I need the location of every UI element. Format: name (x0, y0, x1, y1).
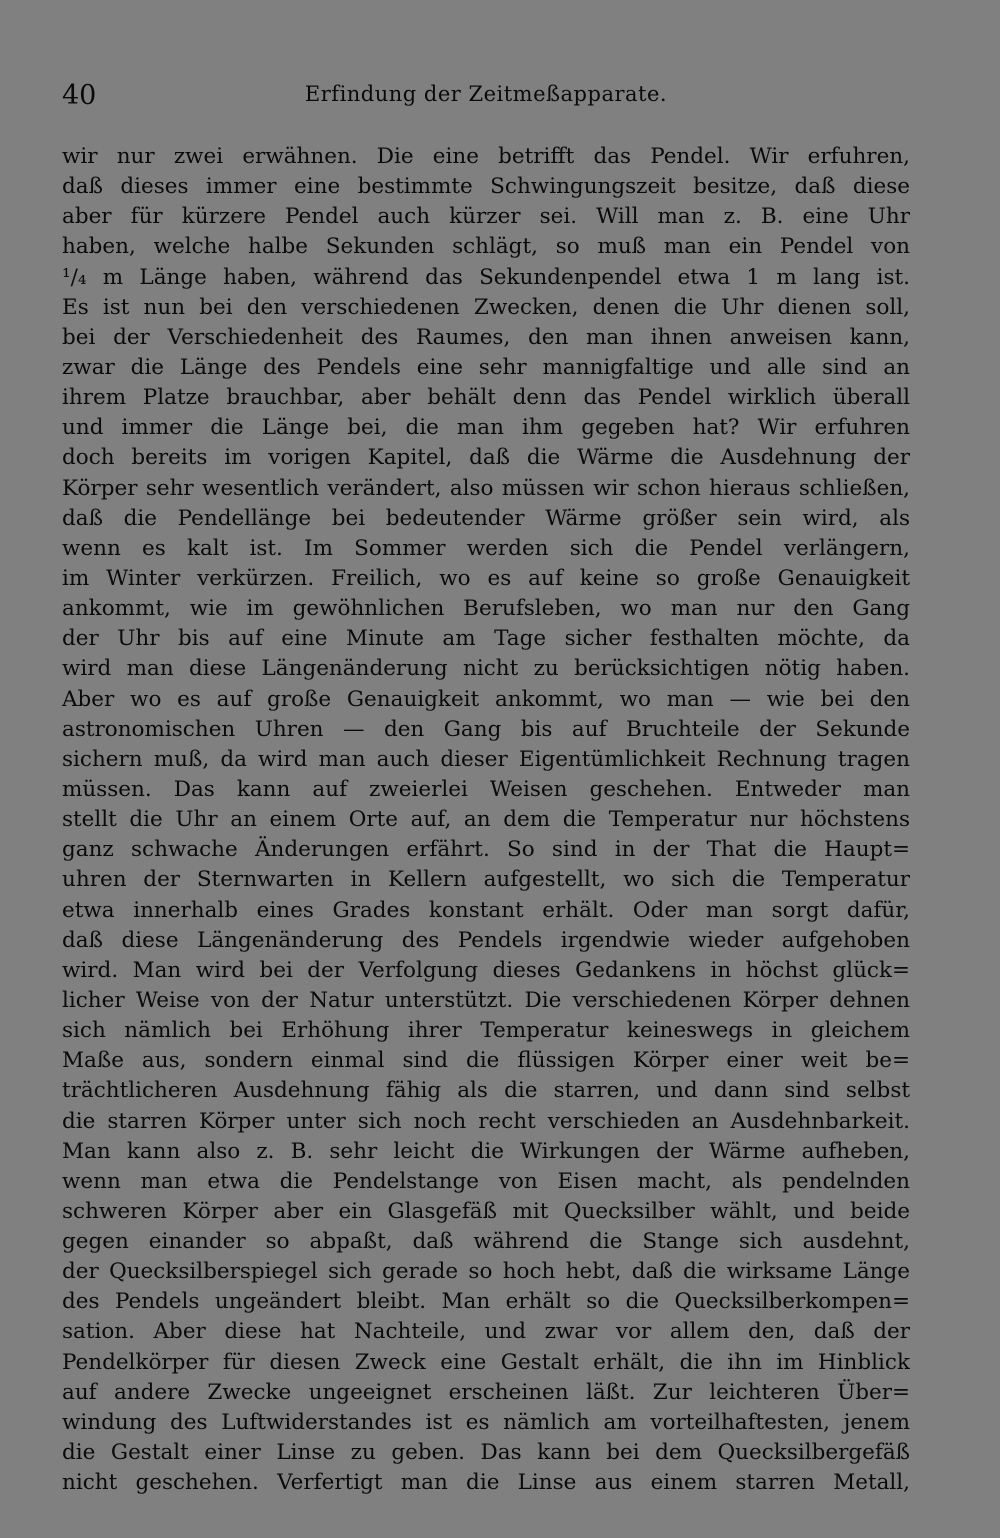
text-line: wir nur zwei erwähnen. Die eine betrifft das Pendel. Wir erfuhren, (62, 144, 910, 169)
text-line: sich nämlich bei Erhöhung ihrer Temperatur keineswegs in gleichem (62, 1018, 910, 1044)
text-line: aber für kürzere Pendel auch kürzer sei. Will man z. B. eine Uhr (62, 204, 910, 230)
text-line: zwar die Länge des Pendels eine sehr mannigfaltige und alle sind an (62, 354, 910, 380)
text-line: Es ist nun bei den verschiedenen Zwecken, denen die Uhr dienen soll, (62, 294, 910, 320)
text-line: astronomischen Uhren — den Gang bis auf Bruchteile der Sekunde (62, 716, 910, 742)
body-text (62, 142, 910, 1498)
text-line: daß dieses immer eine bestimmte Schwingungszeit besitze, daß diese (62, 174, 910, 200)
text-line: der Quecksilberspiegel sich gerade so hoch hebt, daß die wirksame Länge (62, 1259, 910, 1285)
text-line: Maße aus, sondern einmal sind die flüssigen Körper einer weit be= (62, 1048, 910, 1074)
text-line: auf andere Zwecke ungeeignet erscheinen läßt. Zur leichteren Über= (62, 1379, 910, 1405)
text-line: etwa innerhalb eines Grades konstant erhält. Oder man sorgt dafür, (62, 897, 910, 923)
text-line: uhren der Sternwarten in Kellern aufgestellt, wo sich die Temperatur (62, 867, 910, 893)
text-line: ihrem Platze brauchbar, aber behält denn das Pendel wirklich überall (62, 385, 910, 411)
text-line: wenn man etwa die Pendelstange von Eisen macht, als pendelnden (62, 1168, 910, 1194)
text-line: die starren Körper unter sich noch recht verschieden an Ausdehnbarkeit. (62, 1108, 910, 1134)
text-line: ¹/₄ m Länge haben, während das Sekundenpendel etwa 1 m lang ist. (62, 264, 910, 290)
text-line: der Uhr bis auf eine Minute am Tage sicher festhalten möchte, da (62, 626, 910, 652)
page-header (62, 80, 910, 120)
page-number: 40 (62, 80, 97, 111)
text-line: daß diese Längenänderung des Pendels irgendwie wieder aufgehoben (62, 927, 910, 953)
text-line: Aber wo es auf große Genauigkeit ankommt, wo man — wie bei den (62, 686, 910, 712)
text-line: sation. Aber diese hat Nachteile, und zwar vor allem den, daß der (62, 1319, 910, 1345)
text-line: Man kann also z. B. sehr leicht die Wirkungen der Wärme aufheben, (62, 1138, 910, 1164)
text-line: sichern muß, da wird man auch dieser Eigentümlichkeit Rechnung tragen (62, 746, 910, 772)
text-line: ankommt, wie im gewöhnlichen Berufsleben, wo man nur den Gang (62, 596, 910, 622)
text-line: wenn es kalt ist. Im Sommer werden sich die Pendel verlängern, (62, 535, 910, 561)
book-page (62, 80, 910, 1498)
text-line: im Winter verkürzen. Freilich, wo es auf keine so große Genauigkeit (62, 565, 910, 591)
text-line: ganz schwache Änderungen erfährt. So sind in der That die Haupt= (62, 837, 910, 863)
text-line: doch bereits im vorigen Kapitel, daß die Wärme die Ausdehnung der (62, 445, 910, 471)
text-line: gegen einander so abpaßt, daß während die Stange sich ausdehnt, (62, 1229, 910, 1255)
text-line: des Pendels ungeändert bleibt. Man erhält so die Quecksilberkompen= (62, 1289, 910, 1315)
text-line: haben, welche halbe Sekunden schlägt, so muß man ein Pendel von (62, 234, 910, 260)
text-line: windung des Luftwiderstandes ist es nämlich am vorteilhaftesten, jenem (62, 1409, 910, 1435)
text-line: trächtlicheren Ausdehnung fähig als die starren, und dann sind selbst (62, 1078, 910, 1104)
text-line: wird. Man wird bei der Verfolgung dieses Gedankens in höchst glück= (62, 957, 910, 983)
text-line: schweren Körper aber ein Glasgefäß mit Quecksilber wählt, und beide (62, 1198, 910, 1224)
text-line: müssen. Das kann auf zweierlei Weisen geschehen. Entweder man (62, 776, 910, 802)
text-line: bei der Verschiedenheit des Raumes, den man ihnen anweisen kann, (62, 324, 910, 350)
text-line: Körper sehr wesentlich verändert, also müssen wir schon hieraus schließen, (62, 475, 910, 501)
text-line: nicht geschehen. Verfertigt man die Linse aus einem starren Metall, (62, 1470, 910, 1496)
text-line: wird man diese Längenänderung nicht zu berücksichtigen nötig haben. (62, 656, 910, 682)
text-line: Pendelkörper für diesen Zweck eine Gestalt erhält, die ihn im Hinblick (62, 1349, 910, 1375)
text-line: stellt die Uhr an einem Orte auf, an dem die Temperatur nur höchstens (62, 807, 910, 833)
text-line: die Gestalt einer Linse zu geben. Das kann bei dem Quecksilbergefäß (62, 1440, 910, 1466)
text-line: und immer die Länge bei, die man ihm gegeben hat? Wir erfuhren (62, 415, 910, 441)
text-line: daß die Pendellänge bei bedeutender Wärme größer sein wird, als (62, 505, 910, 531)
text-line: licher Weise von der Natur unterstützt. Die verschiedenen Körper dehnen (62, 987, 910, 1013)
running-title: Erfindung der Zeitmeßapparate. (304, 82, 668, 106)
